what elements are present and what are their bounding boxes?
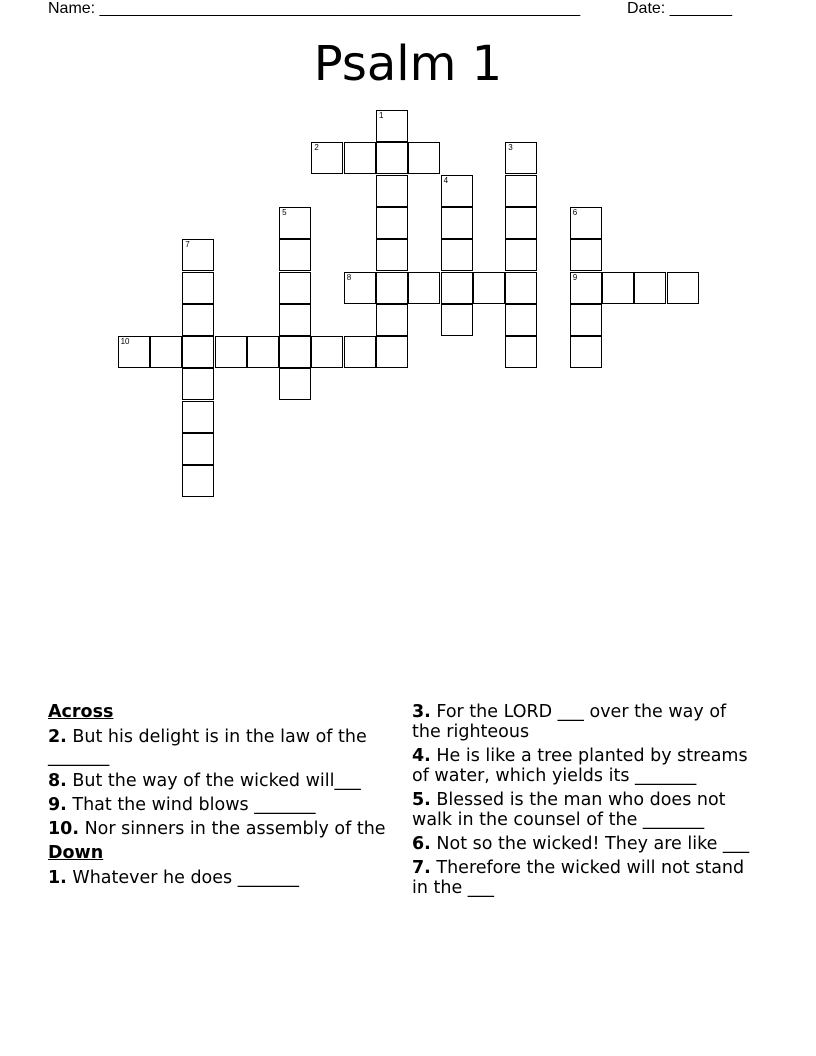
crossword-cell[interactable] [441, 207, 473, 239]
page-title: Psalm 1 [313, 36, 503, 92]
clue-number: 7. [412, 858, 431, 878]
crossword-cell[interactable] [505, 207, 537, 239]
cell-clue-number: 2 [314, 143, 319, 153]
crossword-cell[interactable] [182, 336, 214, 368]
clue-number: 8. [48, 771, 67, 791]
crossword-cell[interactable] [279, 272, 311, 304]
crossword-cell[interactable] [279, 304, 311, 336]
clue-number: 9. [48, 795, 67, 815]
clue-down-6 [412, 834, 752, 854]
clue-text: That the wind blows _______ [66, 795, 316, 815]
cell-clue-number: 3 [508, 143, 513, 153]
crossword-cell[interactable] [344, 336, 376, 368]
crossword-cell[interactable] [473, 272, 505, 304]
crossword-cell[interactable] [667, 272, 699, 304]
crossword-cell[interactable] [408, 142, 440, 174]
crossword-cell[interactable] [570, 272, 602, 304]
cell-clue-number: 9 [572, 272, 578, 282]
cell-clue-number: 1 [379, 111, 384, 120]
clue-down-1 [48, 868, 388, 888]
crossword-cell[interactable] [118, 336, 150, 368]
crossword-cell[interactable] [505, 336, 537, 368]
crossword-cell[interactable] [505, 239, 537, 271]
clue-number: 2. [48, 727, 67, 747]
crossword-cell[interactable] [182, 368, 214, 400]
crossword-cell[interactable] [279, 336, 311, 368]
clue-text: But his delight is in the law of the _______ [48, 727, 367, 767]
crossword-cell[interactable] [279, 239, 311, 271]
clue-number: 6. [412, 834, 431, 854]
across-heading: Across [48, 702, 114, 722]
name-field-label: Name: ______________________________________________________ [48, 0, 581, 17]
crossword-cell[interactable] [215, 336, 247, 368]
crossword-cell[interactable] [376, 304, 408, 336]
crossword-grid [0, 0, 816, 520]
crossword-cell[interactable] [247, 336, 279, 368]
crossword-cell[interactable] [441, 239, 473, 271]
clues-right-column [412, 702, 752, 902]
clue-text: But the way of the wicked will___ [66, 771, 361, 791]
clue-number: 4. [412, 746, 431, 766]
crossword-cell[interactable] [570, 239, 602, 271]
clue-down-7 [412, 858, 752, 898]
crossword-cell[interactable] [376, 175, 408, 207]
crossword-cell[interactable] [279, 207, 311, 239]
crossword-cell[interactable] [376, 336, 408, 368]
crossword-cell[interactable] [182, 272, 214, 304]
crossword-cell[interactable] [634, 272, 666, 304]
clue-down-5 [412, 790, 752, 830]
crossword-cell[interactable] [182, 433, 214, 465]
clue-number: 10. [48, 819, 80, 839]
clue-number: 1. [48, 868, 67, 888]
clue-text: Nor sinners in the assembly of the [79, 819, 386, 839]
cell-clue-number: 7 [185, 240, 190, 250]
clue-across-10 [48, 819, 388, 839]
crossword-cell[interactable] [505, 272, 537, 304]
crossword-cell[interactable] [344, 272, 376, 304]
date-field-label: Date: _______ [627, 0, 732, 17]
crossword-cell[interactable] [279, 368, 311, 400]
crossword-cell[interactable] [441, 272, 473, 304]
clues-left-column [48, 702, 388, 892]
crossword-cell[interactable] [570, 304, 602, 336]
clue-text: For the LORD ___ over the way of the righteous [412, 702, 727, 742]
down-heading: Down [48, 843, 104, 863]
crossword-cell[interactable] [505, 304, 537, 336]
crossword-cell[interactable] [182, 239, 214, 271]
crossword-cell[interactable] [505, 175, 537, 207]
crossword-cell[interactable] [376, 142, 408, 174]
crossword-cell[interactable] [570, 207, 602, 239]
cell-clue-number: 5 [282, 207, 287, 217]
cell-clue-number: 10 [120, 337, 130, 347]
clue-across-8 [48, 771, 388, 791]
clue-across-9 [48, 795, 388, 815]
crossword-cell[interactable] [570, 336, 602, 368]
crossword-cell[interactable] [441, 304, 473, 336]
clue-number: 5. [412, 790, 431, 810]
crossword-cell[interactable] [441, 175, 473, 207]
crossword-cell[interactable] [376, 207, 408, 239]
crossword-cell[interactable] [311, 336, 343, 368]
clue-text: Therefore the wicked will not stand in the ___ [412, 858, 745, 898]
crossword-cell[interactable] [344, 142, 376, 174]
cell-clue-number: 6 [572, 207, 578, 217]
clue-text: Blessed is the man who does not walk in the counsel of the _______ [412, 790, 726, 830]
crossword-cell[interactable] [602, 272, 634, 304]
crossword-cell[interactable] [376, 110, 408, 142]
crossword-cell[interactable] [376, 272, 408, 304]
crossword-cell[interactable] [182, 304, 214, 336]
crossword-cell[interactable] [408, 272, 440, 304]
clue-down-3 [412, 702, 752, 742]
clue-text: He is like a tree planted by streams of water, which yields its _______ [412, 746, 748, 786]
crossword-cell[interactable] [311, 142, 343, 174]
crossword-cell[interactable] [505, 142, 537, 174]
clue-text: Whatever he does _______ [66, 868, 299, 888]
cell-clue-number: 4 [443, 175, 449, 185]
cell-clue-number: 8 [346, 272, 352, 282]
clue-number: 3. [412, 702, 431, 722]
clue-down-4 [412, 746, 752, 786]
crossword-cell[interactable] [182, 401, 214, 433]
clue-text: Not so the wicked! They are like ___ [430, 834, 750, 854]
crossword-cell[interactable] [376, 239, 408, 271]
crossword-cell[interactable] [150, 336, 182, 368]
crossword-cell[interactable] [182, 465, 214, 497]
clue-across-2 [48, 727, 388, 767]
